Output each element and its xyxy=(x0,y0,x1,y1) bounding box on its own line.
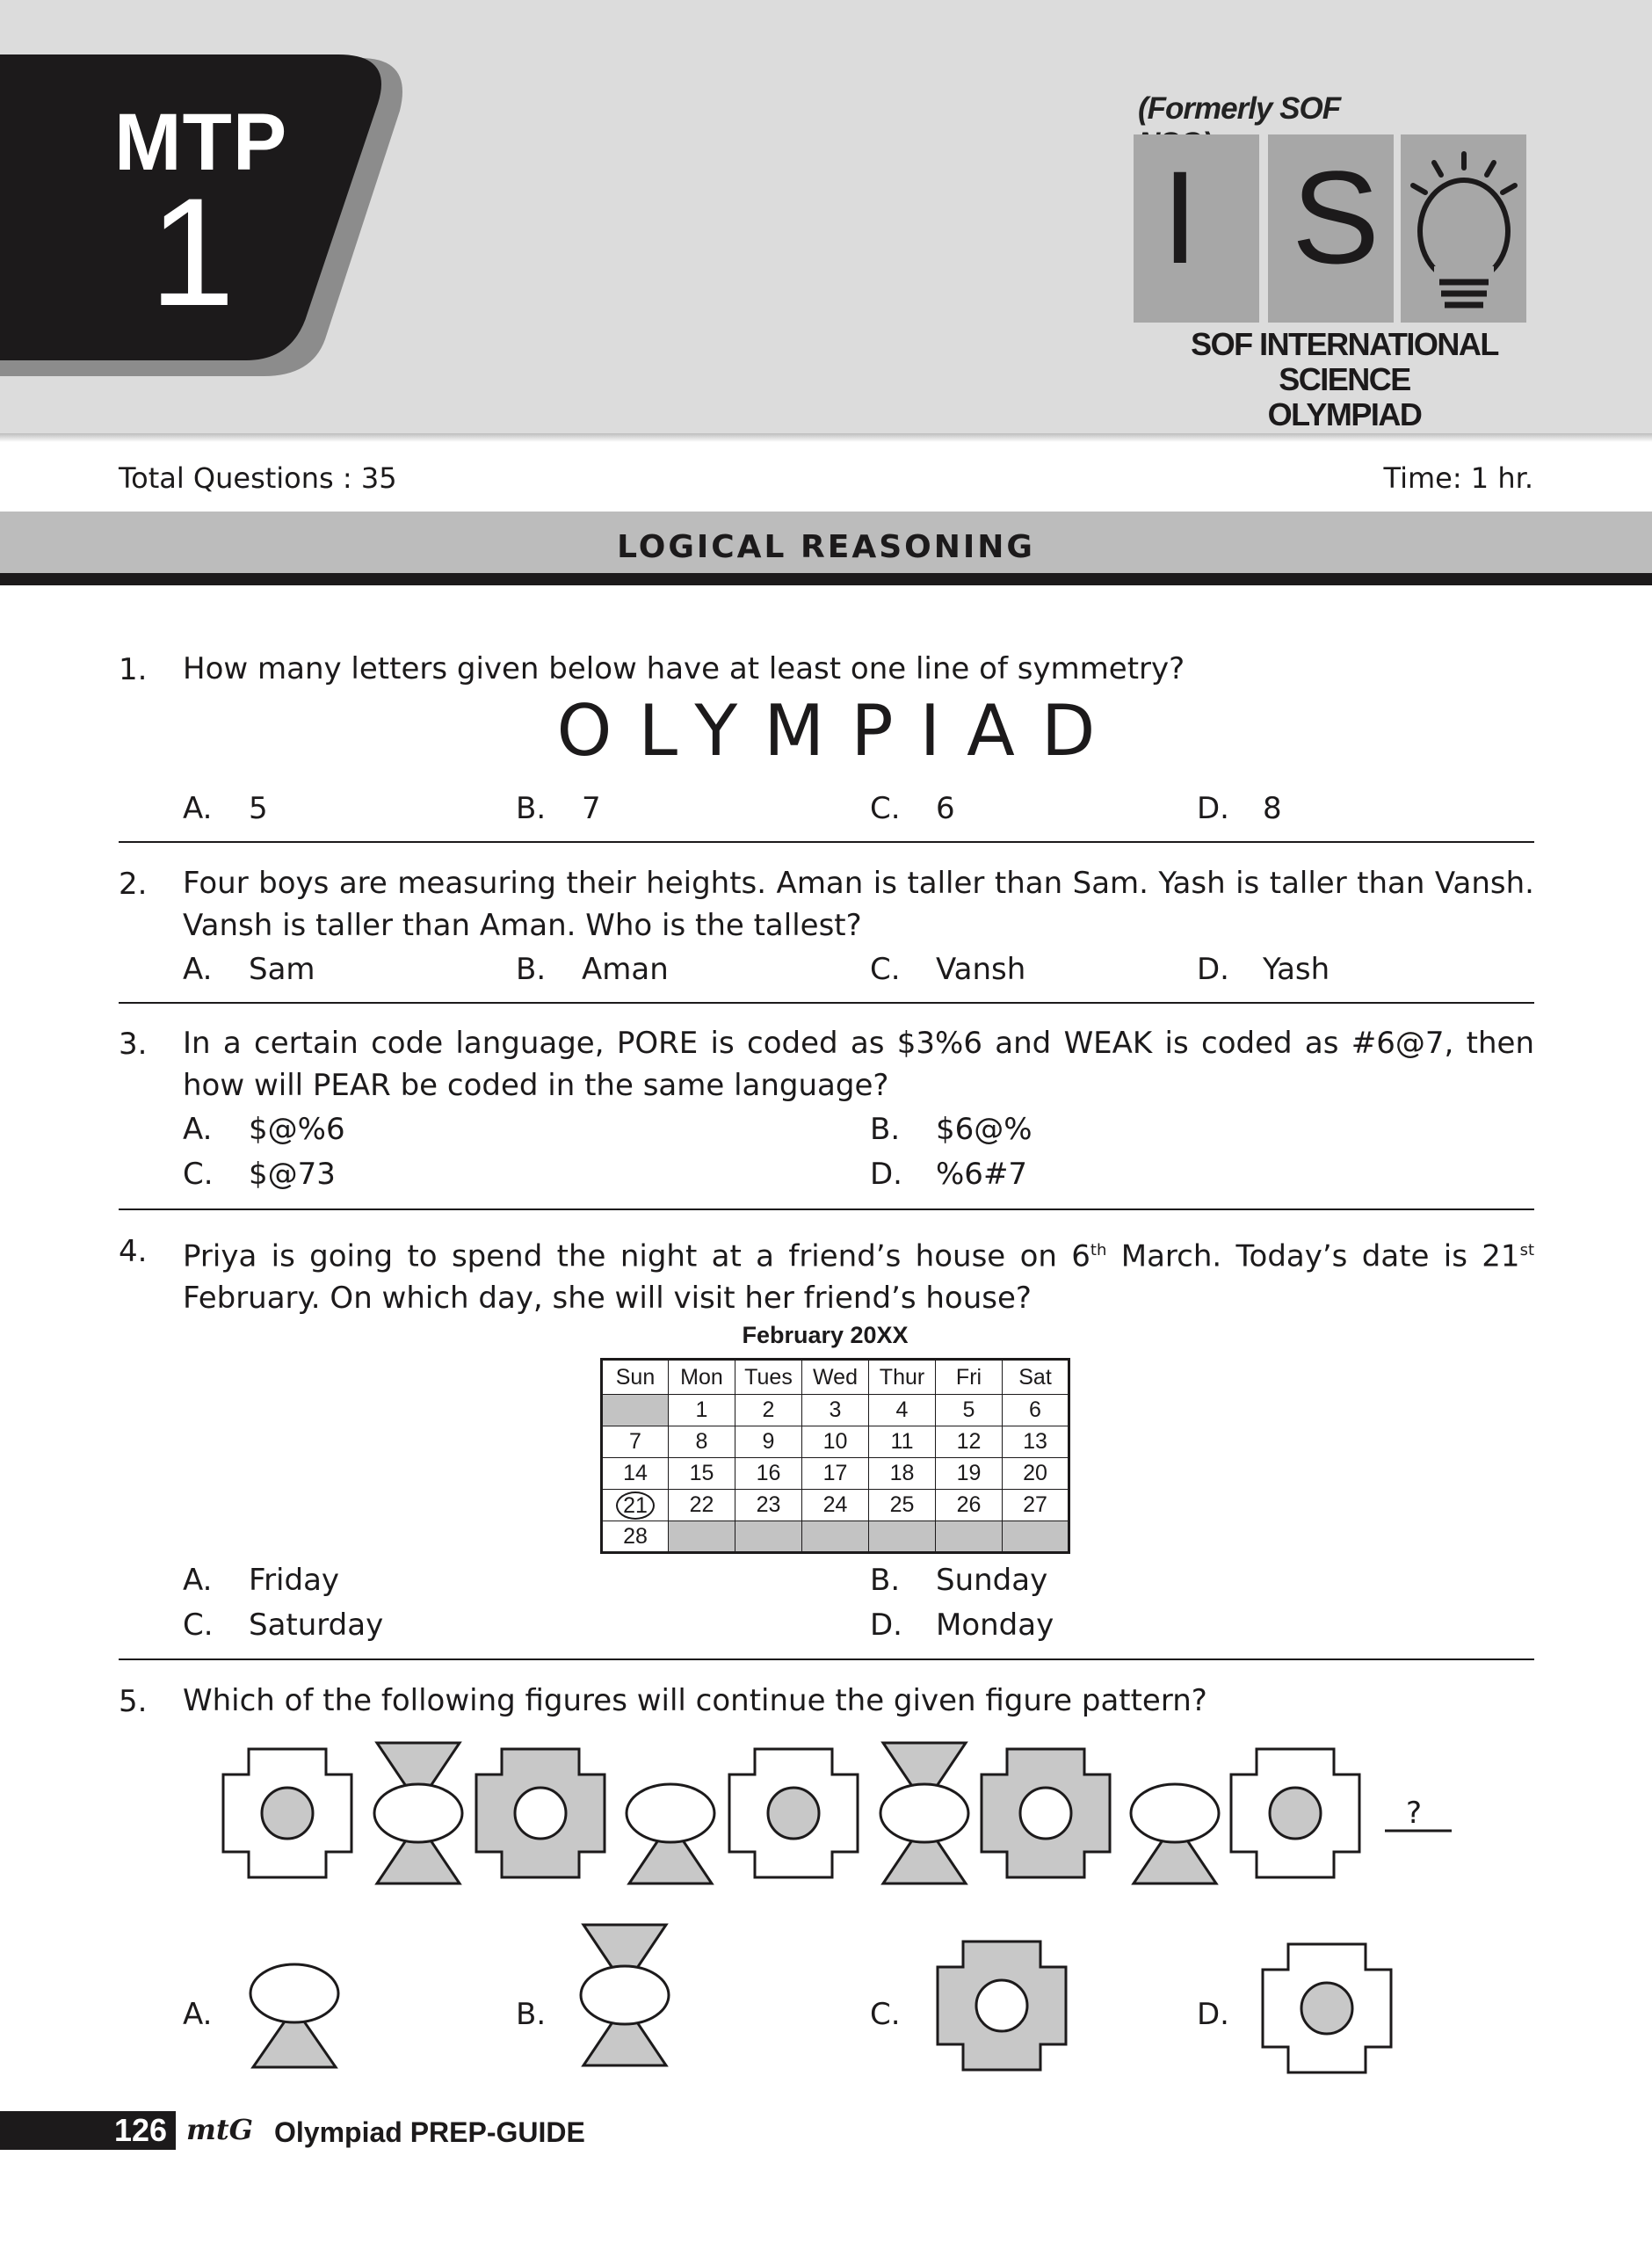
option-text: Saturday xyxy=(249,1608,384,1643)
calendar-cell-empty xyxy=(802,1521,869,1553)
q4-text-part2: March. Today’s date is 21 xyxy=(1106,1238,1520,1274)
q1-option-b[interactable] xyxy=(516,791,601,826)
option-label: C. xyxy=(870,791,901,826)
option-text: $6@% xyxy=(936,1112,1032,1147)
sequence-figure-4 xyxy=(627,1784,714,1883)
calendar-cell: 8 xyxy=(669,1426,735,1458)
calendar-cell: 6 xyxy=(1003,1395,1069,1426)
calendar-day-header: Sat xyxy=(1003,1360,1069,1395)
iso-letter-i: I xyxy=(1162,143,1199,291)
q1-option-a[interactable] xyxy=(183,791,268,826)
calendar-cell: 11 xyxy=(869,1426,936,1458)
mtp-number: 1 xyxy=(149,167,235,338)
sequence-figure-9 xyxy=(1231,1749,1359,1877)
option-label: A. xyxy=(183,952,213,987)
calendar-cell: 2 xyxy=(735,1395,802,1426)
olympiad-name xyxy=(1138,327,1551,432)
option-label: D. xyxy=(870,1608,902,1643)
sequence-figure-1 xyxy=(223,1749,351,1877)
q3-option-d[interactable] xyxy=(870,1157,1027,1192)
calendar-cell: 17 xyxy=(802,1458,869,1490)
calendar-cell: 1 xyxy=(669,1395,735,1426)
option-text: Sunday xyxy=(936,1563,1048,1598)
q4-text xyxy=(183,1230,1534,1319)
calendar-week-row xyxy=(602,1490,1069,1521)
calendar-cell-circled xyxy=(602,1490,669,1521)
q5-option-d-figure[interactable] xyxy=(1257,1938,1397,2079)
olympiad-name-line2: OLYMPIAD xyxy=(1267,396,1422,432)
option-label: D. xyxy=(1197,791,1229,826)
calendar-week-row xyxy=(602,1426,1069,1458)
footer-title: Olympiad PREP-GUIDE xyxy=(274,2116,585,2148)
calendar-cell: 28 xyxy=(602,1521,669,1553)
option-text: %6#7 xyxy=(936,1157,1028,1192)
calendar-week-row xyxy=(602,1458,1069,1490)
q4-option-d[interactable] xyxy=(870,1608,1054,1643)
calendar-cell: 10 xyxy=(802,1426,869,1458)
option-text: Friday xyxy=(249,1563,340,1598)
calendar-cell: 22 xyxy=(669,1490,735,1521)
q2-option-a[interactable] xyxy=(183,952,315,987)
circled-date: 21 xyxy=(616,1492,655,1520)
option-label: A. xyxy=(183,791,213,826)
calendar-day-header: Tues xyxy=(735,1360,802,1395)
option-text: 5 xyxy=(249,791,268,826)
option-label: B. xyxy=(870,1563,901,1598)
q5-option-c-label[interactable]: C. xyxy=(870,1997,901,2032)
q2-option-d[interactable] xyxy=(1197,952,1330,987)
q2-text: Four boys are measuring their heights. Aman is taller than Sam. Yash is taller than Vansh. Vansh is taller than Aman. Who is the tallest? xyxy=(183,866,1534,943)
option-label: D. xyxy=(870,1157,902,1192)
q3-option-a[interactable] xyxy=(183,1112,345,1147)
calendar-cell: 5 xyxy=(936,1395,1003,1426)
olympiad-name-line1: SOF INTERNATIONAL SCIENCE xyxy=(1191,326,1498,397)
sequence-figure-8 xyxy=(1131,1784,1219,1883)
sequence-figure-5 xyxy=(729,1749,858,1877)
iso-formerly: (Formerly SOF xyxy=(1138,91,1341,126)
q4-option-b[interactable] xyxy=(870,1563,1047,1598)
q1-number: 1. xyxy=(119,652,148,687)
calendar-cell: 14 xyxy=(602,1458,669,1490)
page-number: 126 xyxy=(114,2112,168,2148)
option-label: B. xyxy=(516,791,547,826)
iso-letter-s: S xyxy=(1292,143,1380,291)
sequence-figure-2 xyxy=(374,1743,462,1883)
brand-logo: mtG xyxy=(186,2113,253,2146)
q2-number: 2. xyxy=(119,867,148,902)
q4-option-c[interactable] xyxy=(183,1608,383,1643)
calendar-cell: 19 xyxy=(936,1458,1003,1490)
q3-number: 3. xyxy=(119,1027,148,1062)
calendar-cell-empty xyxy=(602,1395,669,1426)
option-text: Vansh xyxy=(936,952,1026,987)
q5-number: 5. xyxy=(119,1684,148,1719)
calendar-day-header: Mon xyxy=(669,1360,735,1395)
calendar-title: February 20XX xyxy=(742,1322,909,1348)
option-text: Aman xyxy=(582,952,669,987)
option-label: D. xyxy=(1197,952,1229,987)
q5-option-d-label[interactable]: D. xyxy=(1197,1997,1229,2032)
option-text: Monday xyxy=(936,1608,1054,1643)
q1-option-d[interactable] xyxy=(1197,791,1282,826)
option-text: $@73 xyxy=(249,1157,336,1192)
calendar-cell-empty xyxy=(669,1521,735,1553)
q3-option-c[interactable] xyxy=(183,1157,336,1192)
sequence-figure-6 xyxy=(880,1743,968,1883)
sequence-figure-7 xyxy=(982,1749,1110,1877)
option-label: C. xyxy=(183,1608,214,1643)
q4-text-part3: February. On which day, she will visit her friend’s house? xyxy=(183,1281,1032,1317)
calendar-cell: 15 xyxy=(669,1458,735,1490)
q1-text: How many letters given below have at least one line of symmetry? xyxy=(183,651,1185,686)
calendar-week-row xyxy=(602,1521,1069,1553)
calendar-cell: 27 xyxy=(1003,1490,1069,1521)
calendar-cell: 3 xyxy=(802,1395,869,1426)
section-title: LOGICAL REASONING xyxy=(617,529,1035,565)
separator xyxy=(119,841,1534,843)
option-label: B. xyxy=(870,1112,901,1147)
calendar-day-header: Sun xyxy=(602,1360,669,1395)
calendar-cell: 23 xyxy=(735,1490,802,1521)
q4-option-a[interactable] xyxy=(183,1563,339,1598)
calendar-cell: 24 xyxy=(802,1490,869,1521)
q5-text: Which of the following figures will continue the given figure pattern? xyxy=(183,1683,1207,1718)
calendar-day-header: Wed xyxy=(802,1360,869,1395)
mtp-label: MTP xyxy=(114,98,288,187)
q3-text: In a certain code language, PORE is coded as $3%6 and WEAK is coded as #6@7, then how will PEAR be coded in the same language? xyxy=(183,1026,1534,1103)
option-text: Yash xyxy=(1263,952,1330,987)
calendar-cell-empty xyxy=(869,1521,936,1553)
separator xyxy=(119,1658,1534,1660)
calendar-cell: 9 xyxy=(735,1426,802,1458)
q2-option-b[interactable] xyxy=(516,952,669,987)
calendar-cell: 13 xyxy=(1003,1426,1069,1458)
option-text: 6 xyxy=(936,791,955,826)
calendar-cell-empty xyxy=(936,1521,1003,1553)
calendar-cell: 18 xyxy=(869,1458,936,1490)
q5-option-c-figure[interactable] xyxy=(931,1935,1072,2076)
q4-text-part1: Priya is going to spend the night at a friend’s house on 6 xyxy=(183,1238,1090,1274)
option-label: A. xyxy=(183,1112,213,1147)
option-text: $@%6 xyxy=(249,1112,345,1147)
q1-word: OLYMPIAD xyxy=(556,690,1122,772)
calendar-cell: 26 xyxy=(936,1490,1003,1521)
q4-sup-st: st xyxy=(1519,1241,1534,1259)
option-label: B. xyxy=(516,952,547,987)
lightbulb-icon xyxy=(1401,134,1526,323)
q4-sup-th: th xyxy=(1090,1241,1107,1259)
option-text: 7 xyxy=(582,791,601,826)
separator xyxy=(119,1002,1534,1004)
calendar-day-header: Thur xyxy=(869,1360,936,1395)
calendar-cell: 4 xyxy=(869,1395,936,1426)
figure-sequence xyxy=(0,1731,1652,1898)
calendar-header-row xyxy=(602,1360,1069,1395)
time-limit: Time: 1 hr. xyxy=(1383,461,1533,495)
calendar-table xyxy=(600,1358,1070,1554)
q5-option-a-figure[interactable] xyxy=(237,1956,351,2070)
option-text: 8 xyxy=(1263,791,1282,826)
total-questions: Total Questions : 35 xyxy=(119,461,397,495)
header-shadow xyxy=(0,433,1652,442)
calendar-cell-empty xyxy=(735,1521,802,1553)
option-text: Sam xyxy=(249,952,315,987)
separator xyxy=(119,1208,1534,1210)
calendar-cell: 20 xyxy=(1003,1458,1069,1490)
sequence-figure-3 xyxy=(476,1749,605,1877)
calendar-cell: 25 xyxy=(869,1490,936,1521)
calendar-day-header: Fri xyxy=(936,1360,1003,1395)
q2-option-c[interactable] xyxy=(870,952,1025,987)
q3-option-b[interactable] xyxy=(870,1112,1032,1147)
calendar-week-row xyxy=(602,1395,1069,1426)
option-label: C. xyxy=(183,1157,214,1192)
q5-option-b-figure[interactable] xyxy=(568,1920,682,2070)
answer-blank: ? xyxy=(1406,1796,1423,1831)
q4-number: 4. xyxy=(119,1234,148,1269)
q1-option-c[interactable] xyxy=(870,791,955,826)
option-label: C. xyxy=(870,952,901,987)
q5-option-a-label[interactable]: A. xyxy=(183,1997,213,2032)
calendar-cell: 16 xyxy=(735,1458,802,1490)
option-label: A. xyxy=(183,1563,213,1598)
q5-option-b-label[interactable]: B. xyxy=(516,1997,547,2032)
calendar-cell-empty xyxy=(1003,1521,1069,1553)
calendar-cell: 12 xyxy=(936,1426,1003,1458)
calendar-cell: 7 xyxy=(602,1426,669,1458)
